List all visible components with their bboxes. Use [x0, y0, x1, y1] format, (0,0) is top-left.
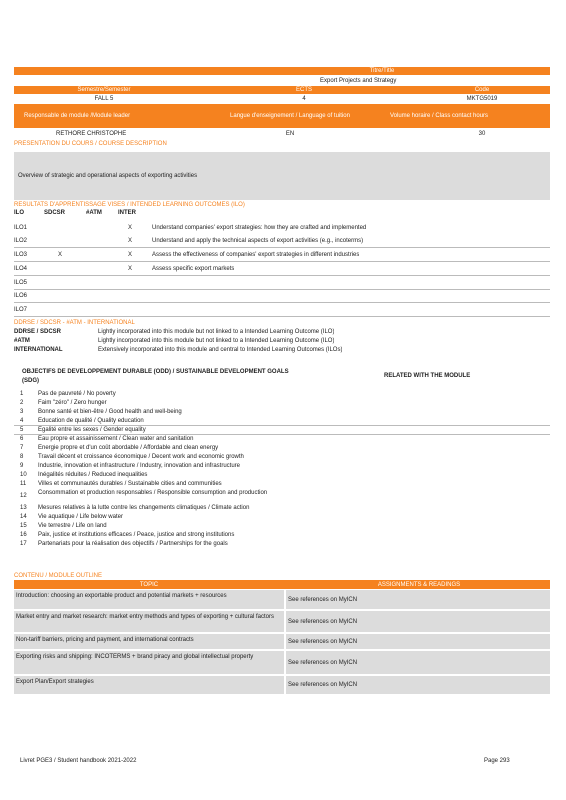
sdg-row [14, 541, 550, 549]
sdg-number: 6 [20, 436, 24, 442]
sdg-row [14, 400, 550, 408]
sdg-text: Partenariats pour la réalisation des objectifs / Partnerships for the goals [38, 541, 228, 547]
ilo-divider [14, 316, 550, 317]
sdg-number: 12 [20, 493, 27, 499]
sdg-row [14, 445, 550, 453]
sdg-related-heading: RELATED WITH THE MODULE [384, 373, 471, 379]
sdg-row [14, 463, 550, 471]
title-value: Export Projects and Strategy [320, 77, 397, 84]
sdg-text: Eau propre et assainissement / Clean water and sanitation [38, 436, 194, 442]
outline-heading: CONTENU / MODULE OUTLINE [14, 573, 103, 579]
sdg-text: Energie propre et d'un coût abordable / Affordable and clean energy [38, 445, 219, 451]
sdg-row [14, 409, 550, 417]
sdg-text: Inégalités réduites / Reduced inequalities [38, 472, 148, 478]
ilo-id: ILO2 [14, 237, 28, 244]
ilo-row [14, 276, 550, 289]
sdg-divider [14, 434, 550, 435]
responsible-value: RETHORE CHRISTOPHE [56, 130, 127, 137]
title-value-row [14, 76, 550, 85]
ects-value: 4 [302, 96, 306, 102]
language-value: EN [285, 130, 295, 137]
sdg-text: Travail décent et croissance économique / Decent work and economic growth [38, 454, 244, 460]
sdg-number: 14 [20, 514, 27, 520]
sdg-row [14, 472, 550, 480]
outline-reading: See references on MyICN [288, 682, 358, 688]
dimension-text: Lightly incorporated into this module but not linked to a Intended Learning Outcome (ILO) [98, 329, 335, 335]
footer-left: Livret PGE3 / Student handbook 2021-2022 [20, 758, 137, 764]
ilo-col-ilo: ILO [14, 210, 24, 216]
sdg-number: 5 [20, 427, 24, 433]
ilo-row [14, 234, 550, 247]
presentation-heading: PRESENTATION DU COURS / COURSE DESCRIPTION [14, 141, 167, 147]
sdg-number: 7 [20, 445, 24, 451]
sdg-number: 9 [20, 463, 24, 469]
sdg-row [14, 523, 550, 531]
code-value: MKTG5019 [466, 96, 498, 102]
sdg-row [14, 532, 550, 540]
outline-reading: See references on MyICN [288, 638, 358, 645]
outline-row [14, 634, 550, 649]
outline-reading: See references on MyICN [288, 596, 358, 603]
sdg-number: 1 [20, 391, 24, 397]
ilo-row [14, 303, 550, 316]
ilo-inter: X [128, 251, 133, 258]
outline-topic-label: TOPIC [139, 581, 159, 588]
sdg-row [14, 490, 550, 504]
sdg-text: Egalité entre les sexes / Gender equality [38, 427, 146, 433]
dimension-name: DDRSE / SDCSR [14, 329, 62, 335]
sdg-text: Vie aquatique / Life below water [38, 514, 123, 520]
title-label-row [14, 67, 550, 75]
responsible-label-row [14, 104, 550, 128]
ilo-id: ILO7 [14, 306, 28, 313]
dimensions-heading: DDRSE / SDCSR - #ATM - INTERNATIONAL [14, 320, 135, 326]
dimension-name: INTERNATIONAL [14, 347, 63, 353]
outline-topic: Export Plan/Export strategies [16, 679, 94, 685]
sdg-number: 3 [20, 409, 24, 415]
sdg-number: 13 [20, 505, 27, 511]
title-label: Titre/Title [369, 68, 395, 74]
volume-label: Volume horaire / Class contact hours [390, 113, 489, 119]
outline-topic: Market entry and market research: market entry methods and types of exporting + cultural factors [16, 614, 274, 620]
ilo-row [14, 248, 550, 261]
sdg-heading-row [14, 368, 550, 386]
sdg-number: 16 [20, 532, 27, 538]
sdg-divider [14, 425, 550, 426]
sdg-number: 2 [20, 400, 24, 406]
outline-row [14, 676, 550, 694]
outline-separator [284, 676, 286, 694]
sdg-text: Paix, justice et institutions efficaces / Peace, justice and strong institutions [38, 532, 235, 538]
ilo-inter: X [128, 265, 133, 272]
ilo-row [14, 289, 550, 302]
ilo-row [14, 221, 550, 234]
ects-label: ECTS [295, 87, 312, 93]
outline-topic: Introduction: choosing an exportable product and potential markets + resources [16, 593, 227, 599]
responsible-value-row [14, 129, 550, 138]
sdg-text: Consommation et production responsables / Responsible consumption and production [38, 490, 268, 496]
sdg-row [14, 436, 550, 444]
ilo-id: ILO3 [14, 251, 28, 258]
ilo-id: ILO1 [14, 224, 28, 231]
sdg-row [14, 391, 550, 399]
outline-reading: See references on MyICN [288, 659, 358, 666]
outline-topic: Exporting risks and shipping: INCOTERMS + brand piracy and global intellectual property [16, 654, 254, 660]
sdg-text: Bonne santé et bien-être / Good health and well-being [38, 409, 182, 415]
outline-row [14, 590, 550, 609]
outline-topic: Non-tariff barriers, pricing and payment, and international contracts [16, 637, 194, 643]
sdg-text: Mesures relatives à la lutte contre les changements climatiques / Climate action [38, 505, 250, 511]
outline-reading: See references on MyICN [288, 618, 358, 625]
ilo-header-row [14, 209, 550, 217]
dimension-name: #ATM [14, 338, 30, 344]
sdg-text: Villes et communautés durables / Sustainable cities and communities [38, 481, 222, 487]
dimension-text: Extensively incorporated into this module and central to Intended Learning Outcomes (ILOs) [98, 347, 343, 353]
ilo-text: Understand and apply the technical aspects of export activities (e.g., incoterms) [152, 237, 364, 244]
dimension-text: Lightly incorporated into this module but not linked to a Intended Learning Outcome (ILO) [98, 338, 335, 344]
ilo-id: ILO4 [14, 265, 28, 272]
outline-separator [284, 634, 286, 649]
outline-row [14, 611, 550, 632]
outline-separator [284, 611, 286, 632]
ilo-id: ILO5 [14, 279, 28, 286]
ilo-col-atm: #ATM [86, 210, 102, 216]
presentation-text: Overview of strategic and operational aspects of exporting activities [18, 173, 198, 179]
footer-page: Page 293 [484, 758, 510, 764]
sdg-number: 17 [20, 541, 27, 547]
outline-row [14, 651, 550, 674]
ilo-text: Understand companies' export strategies: how they are crafted and implemented [152, 224, 367, 231]
sdg-number: 8 [20, 454, 24, 460]
responsible-label: Responsable de module /Module leader [24, 113, 131, 119]
ilo-inter: X [128, 224, 133, 231]
semester-label: Semestre/Semester [77, 87, 131, 93]
ilo-sdcsr: X [58, 251, 63, 258]
ilo-text: Assess the effectiveness of companies' export strategies in different industries [152, 251, 360, 258]
ilo-id: ILO6 [14, 292, 28, 299]
sdg-text: Industrie, innovation et infrastructure / Industry, innovation and infrastructure [38, 463, 240, 469]
sdg-number: 11 [20, 481, 27, 487]
sdg-heading: OBJECTIFS DE DEVELOPPEMENT DURABLE (ODD) / SUSTAINABLE DEVELOPMENT GOALS (SDG) [22, 369, 289, 384]
dimension-row [14, 337, 550, 345]
outline-separator [284, 590, 286, 609]
dimension-row [14, 346, 550, 354]
volume-value: 30 [478, 130, 486, 137]
ilo-text: Assess specific export markets [152, 265, 235, 272]
outline-separator [284, 651, 286, 674]
sdg-text: Pas de pauvreté / No poverty [38, 391, 116, 397]
semester-label-row [14, 86, 550, 94]
ilo-col-sdcsr: SDCSR [44, 210, 66, 216]
code-label: Code [474, 87, 490, 93]
presentation-box [14, 152, 550, 200]
language-label: Langue d'enseignement / Language of tuition [230, 113, 350, 119]
sdg-row [14, 505, 550, 513]
sdg-text: Vie terrestre / Life on land [38, 523, 107, 529]
sdg-row [14, 514, 550, 522]
sdg-number: 15 [20, 523, 27, 529]
outline-header-row [14, 580, 550, 589]
ilo-inter: X [128, 237, 133, 244]
sdg-number: 10 [20, 472, 27, 478]
semester-value: FALL 5 [94, 96, 114, 102]
dimension-row [14, 328, 550, 336]
outline-assignments-label: ASSIGNMENTS & READINGS [377, 581, 461, 588]
sdg-text: Education de qualité / Quality education [38, 418, 144, 424]
sdg-row [14, 481, 550, 489]
sdg-row [14, 454, 550, 462]
ilo-col-inter: INTER [118, 210, 136, 216]
ilo-row [14, 262, 550, 275]
sdg-text: Faim "zéro" / Zero hunger [38, 400, 107, 406]
ilo-heading: RESULTATS D'APPRENTISSAGE VISES / INTENDED LEARNING OUTCOMES (ILO) [14, 202, 245, 208]
sdg-number: 4 [20, 418, 24, 424]
semester-value-row [14, 95, 550, 103]
